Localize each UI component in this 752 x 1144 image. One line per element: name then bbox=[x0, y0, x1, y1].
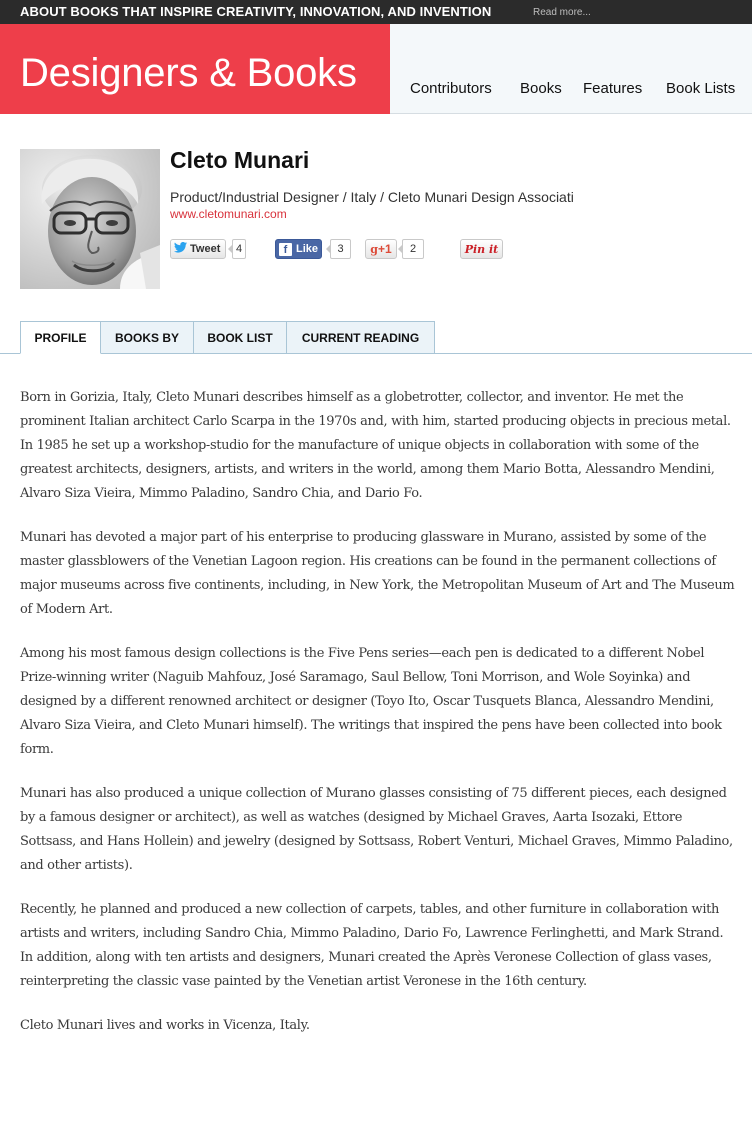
profile-biography bbox=[20, 386, 736, 1058]
designer-name: Cleto Munari bbox=[170, 147, 310, 173]
top-bar bbox=[0, 0, 752, 24]
tab-book-list[interactable]: BOOK LIST bbox=[193, 321, 287, 354]
nav-contributors[interactable]: Contributors bbox=[410, 80, 492, 97]
nav-features[interactable]: Features bbox=[583, 80, 643, 97]
read-more-link[interactable]: Read more... bbox=[533, 7, 591, 18]
pinterest-label: Pin it bbox=[464, 242, 499, 256]
bio-paragraph: Cleto Munari lives and works in Vicenza, Italy. bbox=[20, 1018, 310, 1033]
tab-books-by[interactable]: BOOKS BY bbox=[100, 321, 194, 354]
site-logo-text[interactable]: Designers & Books bbox=[20, 51, 357, 95]
tweet-button[interactable] bbox=[170, 239, 226, 259]
google-plus-label: +1 bbox=[378, 242, 392, 256]
tweet-count: 4 bbox=[232, 239, 246, 259]
bio-text: In 1985 he set up a workshop-studio for the manufacture of unique objects in collaboration with some of the greatest architects, designers, artists, and writers in the world, among them Mario Botta, Alessandro Mendini, Alvaro Siza Vieira, Mimmo Paladino, Sandro Chia, and Dario Fo. bbox=[20, 438, 715, 501]
google-plus-icon: g bbox=[370, 242, 378, 256]
site-header bbox=[0, 24, 752, 114]
pinterest-button[interactable] bbox=[460, 239, 503, 259]
bio-text: Born in Gorizia, Italy, Cleto Munari describes himself as a globetrotter, collector, and inventor. He met the prominent Italian architect Carlo Scarpa in the 1970s and, with him, started producing objects in precious metal. bbox=[20, 390, 731, 429]
designer-portrait bbox=[20, 149, 160, 289]
facebook-icon: f bbox=[279, 243, 292, 256]
google-plus-count: 2 bbox=[402, 239, 424, 259]
site-tagline: ABOUT BOOKS THAT INSPIRE CREATIVITY, INNOVATION, AND INVENTION bbox=[20, 4, 492, 19]
bio-paragraph bbox=[20, 386, 736, 506]
nav-books[interactable]: Books bbox=[520, 80, 562, 97]
designer-role: Product/Industrial Designer / Italy / Cleto Munari Design Associati bbox=[170, 189, 574, 205]
facebook-like-button[interactable] bbox=[275, 239, 322, 259]
tab-current-reading[interactable]: CURRENT READING bbox=[286, 321, 435, 354]
bio-paragraph: Munari has also produced a unique collection of Murano glasses consisting of 75 different pieces, each designed by a famous designer or architect), as well as watches (designed by Michael Graves, Aarta Isozaki, Ettore Sottsass, and Hans Hollein) and jewelry (designed by Sottsass, Robert Venturi, Michael Graves, Mimmo Paladino, and other artists). bbox=[20, 786, 733, 873]
bio-paragraph: Recently, he planned and produced a new collection of carpets, tables, and other furniture in collaboration with artists and writers, including Sandro Chia, Mimmo Paladino, Dario Fo, Lawrence Ferlinghetti, and Mark Strand. In addition, along with ten artists and designers, Munari created the Après Veronese Collection of glass vases, reinterpreting the classic vase painted by the Venetian artist Veronese in the 16th century. bbox=[20, 902, 724, 989]
google-plus-button[interactable] bbox=[365, 239, 397, 259]
twitter-bird-icon bbox=[174, 242, 190, 256]
tab-profile[interactable]: PROFILE bbox=[20, 321, 101, 354]
bio-paragraph: Among his most famous design collections is the Five Pens series—each pen is dedicated to a different Nobel Prize-winning writer (Naguib Mahfouz, José Saramago, Saul Bellow, Toni Morrison, and Wole Soyinka) and designed by a different renowned architect or designer (Toyo Ito, Oscar Tusquets Blanca, Alessandro Mendini, Alvaro Siza Vieira, and Cleto Munari himself). The writings that inspired the pens have been collected into book form. bbox=[20, 646, 722, 757]
like-label: Like bbox=[296, 243, 319, 255]
bio-paragraph: Munari has devoted a major part of his enterprise to producing glassware in Murano, assisted by some of the master glassblowers of the Venetian Lagoon region. His creations can be found in the permanent collections of major museums across five continents, including, in New York, the Metropolitan Museum of Art and The Museum of Modern Art. bbox=[20, 530, 735, 617]
site-logo[interactable] bbox=[0, 24, 390, 114]
tweet-label: Tweet bbox=[190, 243, 221, 255]
like-count: 3 bbox=[330, 239, 351, 259]
nav-book-lists[interactable]: Book Lists bbox=[666, 80, 736, 97]
designer-website-link[interactable]: www.cletomunari.com bbox=[170, 207, 287, 221]
